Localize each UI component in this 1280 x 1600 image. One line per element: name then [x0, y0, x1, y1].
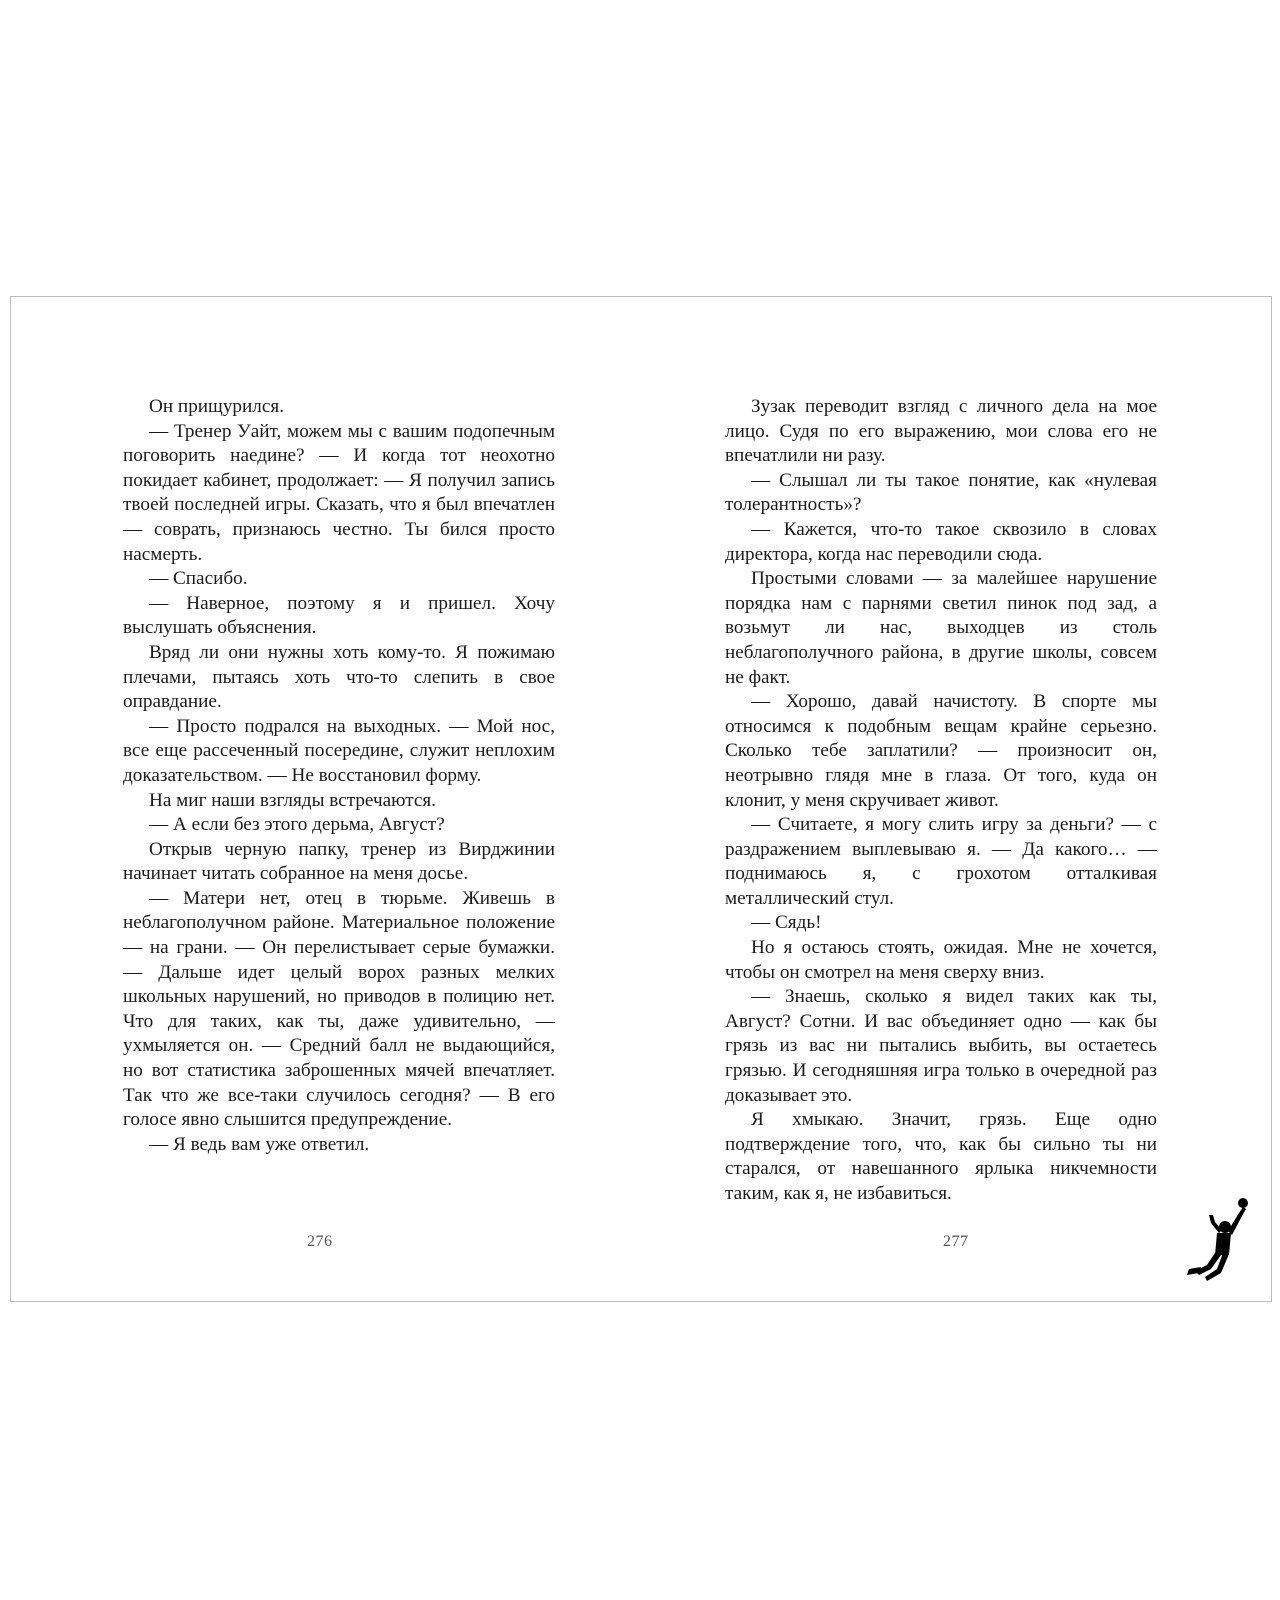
left-page-text — [123, 395, 555, 1157]
paragraph: — Наверное, поэтому я и пришел. Хочу выслушать объяснения. — [123, 592, 555, 639]
paragraph: Зузак переводит взгляд с личного дела на мое лицо. Судя по его выражению, мои слова его не впечатлили ни разу. — [725, 396, 1157, 467]
paragraph: — А если без этого дерьма, Август? — [149, 814, 445, 836]
paragraph: — Слышал ли ты такое понятие, как «нулевая толерантность»? — [725, 469, 1157, 516]
book-spread — [10, 296, 1272, 1302]
paragraph: Но я остаюсь стоять, ожидая. Мне не хочется, чтобы он смотрел на меня сверху вниз. — [725, 937, 1157, 983]
paragraph: Открыв черную папку, тренер из Вирджинии начинает читать собранное на меня досье. — [123, 838, 555, 885]
paragraph: Он прищурился. — [149, 396, 284, 417]
paragraph: — Считаете, я могу слить игру за деньги? — с раздражением выплевываю я. — Да какого… — поднимаюсь я, с грохотом отталкивая металлический стул. — [725, 814, 1157, 909]
right-page-text — [725, 395, 1157, 1207]
paragraph: — Я ведь вам уже ответил. — [149, 1133, 370, 1155]
paragraph: — Спасибо. — [149, 568, 248, 590]
paragraph: — Просто подрался на выходных. — Мой нос, все еще рассеченный посередине, служит неплохим доказательством. — Не восстановил форму. — [123, 715, 555, 786]
paragraph: — Кажется, что-то такое сквозило в словах директора, когда нас переводили сюда. — [725, 518, 1157, 565]
paragraph: На миг наши взгляды встречаются. — [149, 789, 436, 811]
paragraph: Вряд ли они нужны хоть кому-то. Я пожимаю плечами, пытаясь хоть что-то слепить в свое оправдание. — [123, 641, 555, 713]
paragraph: — Знаешь, сколько я видел таких как ты, Август? Сотни. И вас объединяет одно — как бы грязь из вас ни пытались выбить, вы остаетесь грязью. И сегодняшняя игра только в очередной раз доказывает это. — [725, 986, 1157, 1106]
page-number-left: 276 — [307, 1233, 333, 1250]
basketball-player-silhouette-icon — [1181, 1197, 1253, 1283]
paragraph: — Тренер Уайт, можем мы с вашим подопечным поговорить наедине? — И когда тот неохотно покидает кабинет, продолжает: — Я получил запись твоей последней игры. Сказать, что я был впечатлен — соврать, признаюсь честно. Ты бился просто насмерть. — [123, 420, 555, 565]
paragraph: — Хорошо, давай начистоту. В спорте мы относимся к подобным вещам крайне серьезно. Сколько тебе заплатили? — произносит он, неотрывно глядя мне в глаза. От того, куда он клонит, у меня скручивает живот. — [725, 691, 1157, 811]
paragraph: — Матери нет, отец в тюрьме. Живешь в неблагополучном районе. Материальное положение — на грани. — Он перелистывает серые бумажки. — Дальше идет целый ворох разных мелких школьных нарушений, но приводов в полицию нет. Что для таких, как ты, даже удивительно, — ухмыляется он. — Средний балл не выдающийся, но вот статистика заброшенных мячей впечатляет. Так что же все-таки случилось сегодня? — В его голосе явно слышится предупреждение. — [123, 887, 555, 1131]
paragraph: — Сядь! — [751, 912, 822, 934]
page-number-right: 277 — [943, 1233, 969, 1250]
paragraph: Я хмыкаю. Значит, грязь. Еще одно подтверждение того, что, как бы сильно ты ни старался, от навешанного ярлыка никчемности таким, как я, не избавиться. — [725, 1109, 1157, 1204]
paragraph: Простыми словами — за малейшее нарушение порядка нам с парнями светил пинок под зад, а возьмут ли нас, выходцев из столь неблагополучного района, в другие школы, совсем не факт. — [725, 568, 1157, 688]
